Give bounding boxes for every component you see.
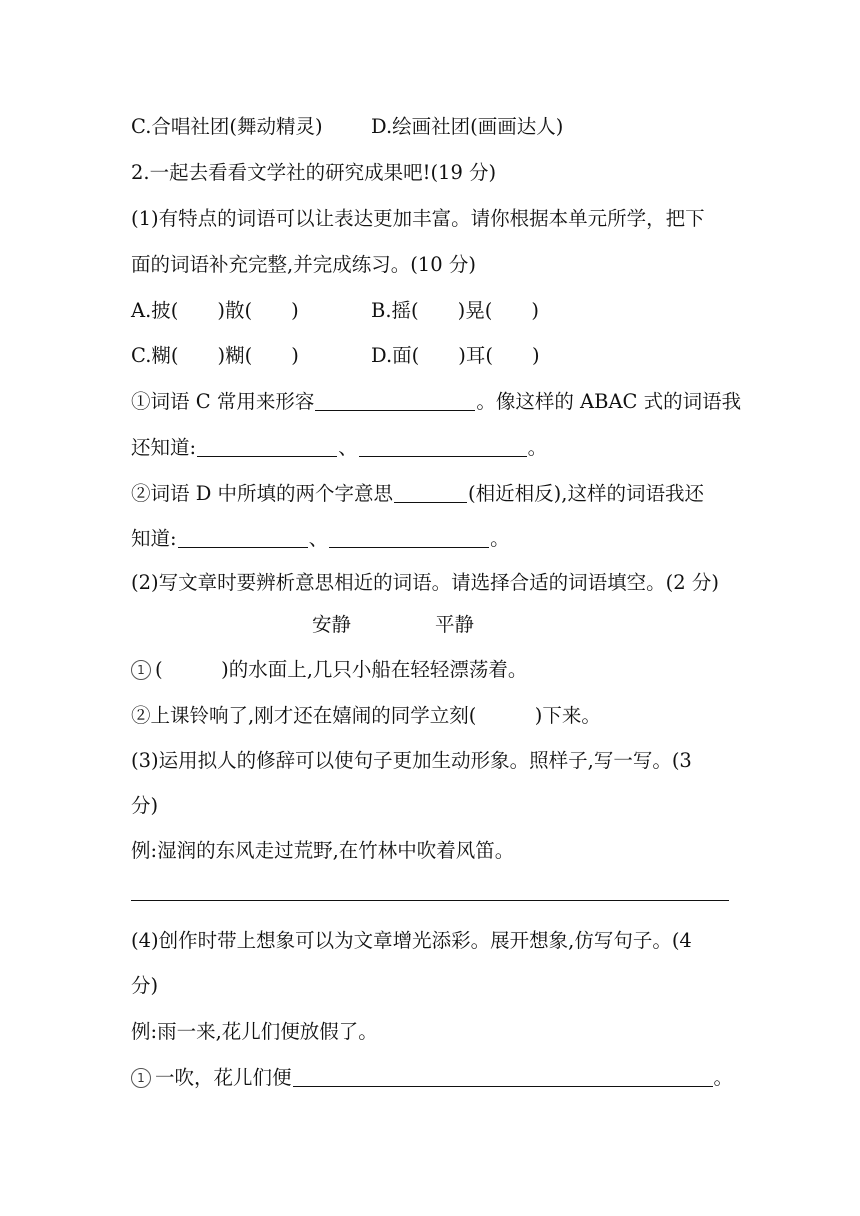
- separator: 、: [338, 436, 358, 459]
- answer-blank[interactable]: [315, 388, 475, 411]
- exercise-2-suffix: (相近相反),这样的词语我还: [468, 482, 704, 505]
- exercise-1-prefix: ①词语 C 常用来形容: [131, 390, 315, 413]
- answer-blank[interactable]: [329, 525, 489, 548]
- imitation-sentence-1-text: 一吹，花儿们便: [155, 1066, 292, 1089]
- option-d: D.绘画社团(画画达人): [371, 115, 564, 138]
- fill-sentence-1-text[interactable]: ( )的水面上,几只小船在轻轻漂荡着。: [155, 658, 528, 681]
- exercise-2-prefix: ②词语 D 中所填的两个字意思: [131, 482, 394, 505]
- period: 。: [713, 1066, 734, 1089]
- word-c[interactable]: C.糊( )糊( ): [131, 344, 299, 367]
- exercise-2-line1: [131, 480, 704, 507]
- option-c: C.合唱社团(舞动精灵): [131, 115, 323, 138]
- example-4: 例:雨一来,花儿们便放假了。: [131, 1020, 378, 1043]
- sub-question-4-line1: (4)创作时带上想象可以为文章增光添彩。展开想象,仿写句子。(4: [131, 929, 692, 952]
- word-b[interactable]: B.摇( )晃( ): [371, 299, 539, 322]
- example-3: 例:湿润的东风走过荒野,在竹林中吹着风笛。: [131, 839, 515, 862]
- exercise-1-know-label: 还知道:: [131, 436, 197, 459]
- answer-blank[interactable]: [394, 480, 467, 503]
- sub-question-4-line2: 分): [131, 974, 159, 997]
- sub-question-3-line2: 分): [131, 794, 159, 817]
- answer-blank[interactable]: [293, 1064, 713, 1087]
- period: 。: [490, 527, 510, 550]
- exercise-2-line2: [131, 525, 510, 552]
- circled-number: 1: [131, 660, 151, 680]
- exercise-2-know-label: 知道:: [131, 527, 177, 550]
- separator: 、: [308, 527, 329, 550]
- sub-question-1-line2: 面的词语补充完整,并完成练习。(10 分): [131, 253, 476, 276]
- answer-line[interactable]: [131, 900, 729, 901]
- period: 。: [527, 436, 548, 459]
- answer-blank[interactable]: [359, 434, 527, 457]
- imitation-sentence-1: [131, 1064, 733, 1091]
- answer-blank[interactable]: [178, 525, 308, 548]
- exercise-1-suffix: 。像这样的 ABAC 式的词语我: [476, 390, 742, 413]
- exercise-1-line2: [131, 434, 547, 461]
- word-a[interactable]: A.披( )散( ): [131, 299, 299, 322]
- question-2-title: 2.一起去看看文学社的研究成果吧!(19 分): [131, 161, 497, 184]
- sub-question-2: (2)写文章时要辨析意思相近的词语。请选择合适的词语填空。(2 分): [131, 571, 719, 594]
- word-choice-2: 平静: [435, 613, 475, 636]
- fill-sentence-2[interactable]: ②上课铃响了,刚才还在嬉闹的同学立刻( )下来。: [131, 704, 601, 727]
- exercise-1-line1: [131, 388, 741, 415]
- fill-sentence-1: [131, 657, 527, 683]
- word-d[interactable]: D.面( )耳( ): [371, 344, 540, 367]
- answer-blank[interactable]: [197, 434, 337, 457]
- word-choice-1: 安静: [312, 613, 352, 636]
- sub-question-1-line1: (1)有特点的词语可以让表达更加丰富。请你根据本单元所学，把下: [131, 207, 705, 230]
- circled-number: 1: [131, 1068, 151, 1088]
- sub-question-3-line1: (3)运用拟人的修辞可以使句子更加生动形象。照样子,写一写。(3: [131, 749, 692, 772]
